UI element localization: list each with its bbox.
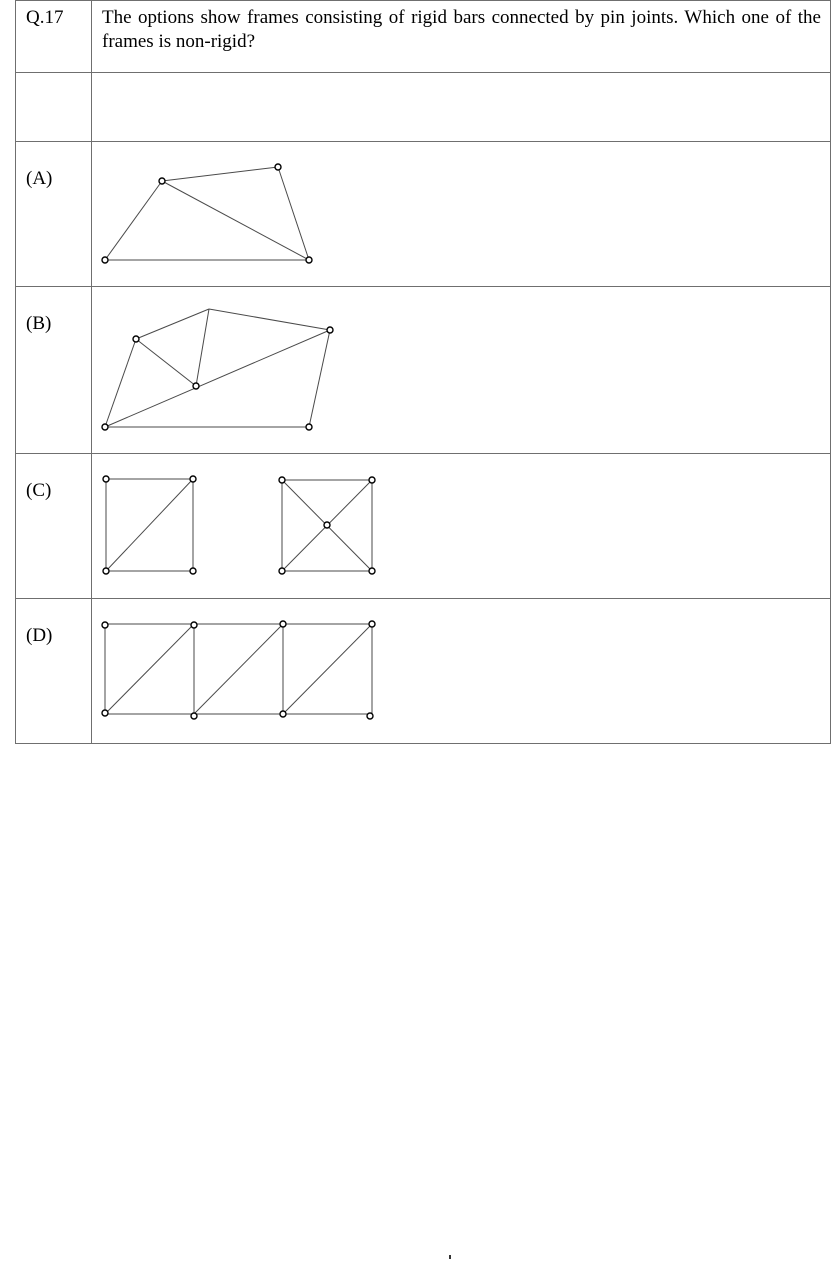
option-d-label-cell [16, 599, 92, 744]
frame-a-bars [105, 167, 309, 260]
option-d-diagram-cell [92, 599, 831, 744]
question-row [16, 1, 831, 73]
frame-b-bars [105, 309, 330, 427]
frame-c-diagram [92, 454, 830, 597]
option-b-diagram-cell [92, 287, 831, 454]
option-a-label: (A) [26, 168, 53, 189]
question-text: The options show frames consisting of rigid bars connected by pin joints. Which one of the frames is non-rigid? [92, 1, 831, 73]
blank-cell-left [16, 73, 92, 142]
option-a-label-cell [16, 142, 92, 287]
question-number-cell [16, 1, 92, 73]
option-c-diagram-cell [92, 454, 831, 599]
frame-a-diagram [92, 142, 830, 285]
option-d-label: (D) [26, 625, 53, 646]
option-c-label-cell [16, 454, 92, 599]
option-d-row [16, 599, 831, 744]
question-number: Q.17 [26, 7, 64, 28]
frame-c-pins [103, 476, 375, 574]
option-c-row [16, 454, 831, 599]
frame-d-pins [102, 621, 375, 719]
page-footer-mark [449, 1255, 451, 1259]
option-b-row [16, 287, 831, 454]
option-b-label-cell [16, 287, 92, 454]
frame-b-diagram [92, 287, 830, 452]
option-c-label: (C) [26, 480, 52, 501]
blank-cell-right [92, 73, 831, 142]
frame-a-pins [102, 164, 312, 263]
frame-c-left-panel-bars [106, 479, 193, 571]
option-a-diagram-cell [92, 142, 831, 287]
option-b-label: (B) [26, 313, 52, 334]
frame-d-bars [105, 624, 372, 714]
frame-d-diagram [92, 599, 830, 742]
blank-row [16, 73, 831, 142]
option-a-row [16, 142, 831, 287]
question-table [15, 0, 831, 744]
